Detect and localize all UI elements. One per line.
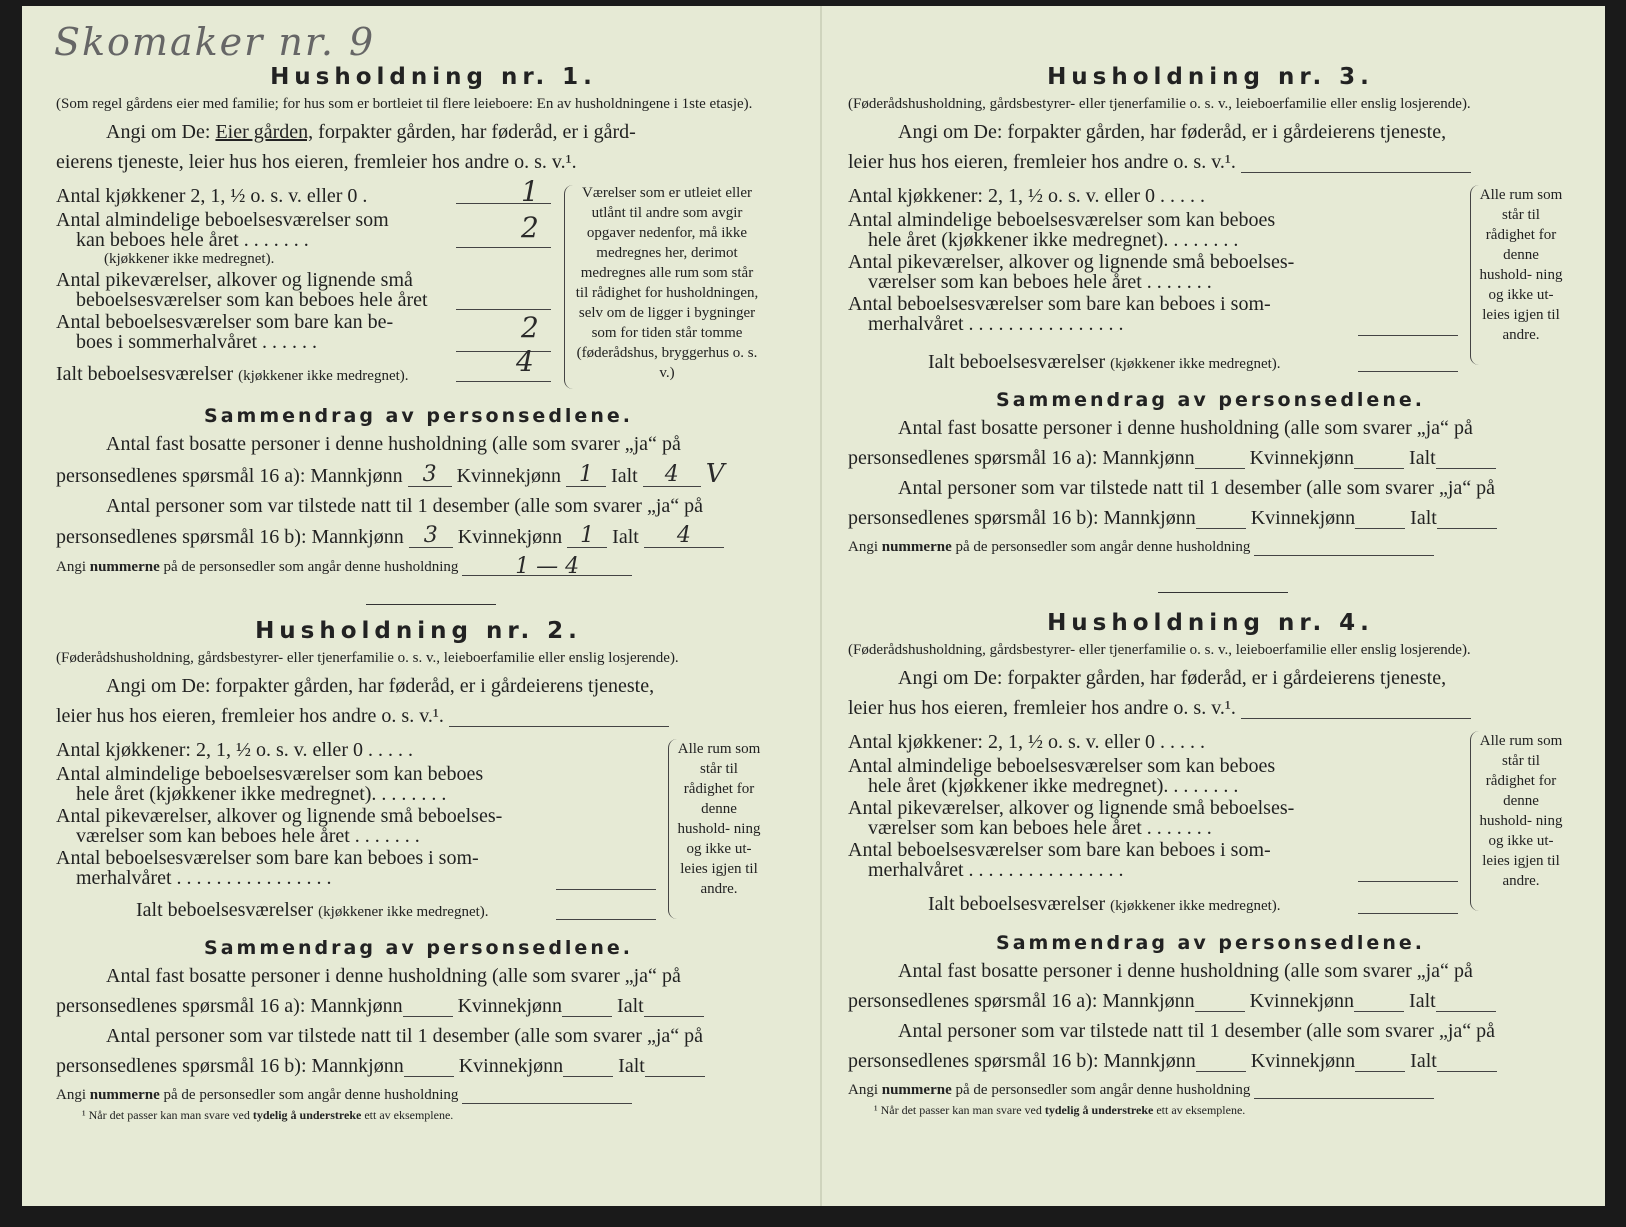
h3-nummer-line bbox=[848, 539, 1573, 556]
h3-pike-1: Antal pikeværelser, alkover og lignende små beboelses- bbox=[848, 251, 1295, 273]
household-2-side-note: Alle rum som står til rådighet for denne hushold- ning og ikke ut- leies igjen til andre. bbox=[677, 741, 761, 897]
h3-tilst-mann: personsedlenes spørsmål 16 b): Mannkjønn bbox=[848, 507, 1196, 529]
fast-mann-label: personsedlenes spørsmål 16 a): Mannkjønn bbox=[56, 465, 403, 487]
alm-label-1: Antal almindelige beboelsesværelser som bbox=[56, 209, 389, 231]
fast-ialt-value: 4 bbox=[643, 464, 701, 487]
fast-kvinne-value: 1 bbox=[566, 464, 606, 487]
h4-footnote bbox=[848, 1103, 1573, 1118]
h4-nummer-b: nummerne bbox=[881, 1082, 952, 1098]
separator-right bbox=[1158, 592, 1288, 593]
h4-fast-kvinne: Kvinnekjønn bbox=[1249, 990, 1355, 1012]
tilst-mann-label: personsedlenes spørsmål 16 b): Mannkjønn bbox=[56, 526, 404, 548]
h4-angi-text: leier hus hos eieren, fremleier hos andre o. s. v.¹. bbox=[848, 697, 1236, 719]
h2-tilst-ialt: Ialt bbox=[618, 1055, 645, 1077]
h4-ialt bbox=[928, 893, 1281, 915]
h2-alm-1: Antal almindelige beboelsesværelser som kan beboes bbox=[56, 763, 484, 785]
check-mark: V bbox=[705, 459, 725, 489]
h2-sammendrag-title: Sammendrag av personsedlene. bbox=[204, 937, 633, 959]
h4-angi-line2 bbox=[848, 697, 1573, 719]
tilst-mann-value: 3 bbox=[409, 525, 453, 548]
h3-sammendrag-title: Sammendrag av personsedlene. bbox=[996, 389, 1425, 411]
h3-tilst-ialt: Ialt bbox=[1410, 507, 1437, 529]
alm-label-3: (kjøkkener ikke medregnet). bbox=[104, 251, 275, 267]
right-page bbox=[848, 6, 1588, 1206]
h4-alm-1: Antal almindelige beboelsesværelser som kan beboes bbox=[848, 755, 1276, 777]
tilst-ialt-label: Ialt bbox=[612, 526, 639, 548]
h3-nummer-b: nummerne bbox=[881, 539, 952, 555]
h2-ialt bbox=[136, 899, 489, 921]
h4-tilst-mann: personsedlenes spørsmål 16 b): Mannkjønn bbox=[848, 1050, 1196, 1072]
household-3-title: Husholdning nr. 3. bbox=[1047, 64, 1374, 90]
separator bbox=[366, 604, 496, 605]
h2-tilst-kvinne: Kvinnekjønn bbox=[458, 1055, 564, 1077]
h1-tilst-line2 bbox=[56, 525, 781, 548]
household-3-note: (Føderådshusholdning, gårdsbestyrer- eller tjenerfamilie o. s. v., leieboerfamilie eller enslig losjerende). bbox=[848, 96, 1471, 112]
household-4-title: Husholdning nr. 4. bbox=[1047, 610, 1374, 636]
h3-nummer-c: på de personsedler som angår denne husholdning bbox=[955, 539, 1251, 555]
h1-fast-line2 bbox=[56, 459, 781, 489]
h3-fast-line2 bbox=[848, 447, 1573, 469]
footnote-b: tydelig å understreke bbox=[252, 1108, 362, 1122]
h3-alm-1: Antal almindelige beboelsesværelser som kan beboes bbox=[848, 209, 1276, 231]
h3-fast-line1: Antal fast bosatte personer i denne husholdning (alle som svarer „ja“ på bbox=[898, 417, 1473, 439]
h2-nummer-line bbox=[56, 1087, 781, 1104]
household-4-note: (Føderådshusholdning, gårdsbestyrer- eller tjenerfamilie o. s. v., leieboerfamilie eller enslig losjerende). bbox=[848, 642, 1471, 658]
household-2 bbox=[56, 618, 781, 1123]
nummer-label-b: nummerne bbox=[89, 559, 160, 575]
footnote-a: ¹ Når det passer kan man svare ved bbox=[82, 1108, 250, 1122]
alm-label-2: kan beboes hele året . . . . . . . bbox=[76, 229, 309, 251]
h4-footnote-b: tydelig å understreke bbox=[1044, 1103, 1154, 1117]
h1-nummer-line bbox=[56, 554, 781, 579]
h2-sommer-1: Antal beboelsesværelser som bare kan beboes i som- bbox=[56, 847, 479, 869]
h4-sommer-1: Antal beboelsesværelser som bare kan beboes i som- bbox=[848, 839, 1271, 861]
household-1-side-note: Værelser som er utleiet eller utlånt til andre som avgir opgaver nedenfor, må ikke medregnes her, derimot medregnes alle rum som står til rådighet for husholdningen, selv om de ligger i bygninger som for tiden står tomme (føderådshus, bryggerhus o. s. v.) bbox=[575, 185, 759, 381]
h2-ialt-text: Ialt beboelsesværelser bbox=[136, 899, 314, 921]
sommer-value: 2 bbox=[521, 311, 539, 344]
h3-ialt bbox=[928, 351, 1281, 373]
nummer-label-a: Angi bbox=[56, 559, 86, 575]
angi-options: forpakter gården, har føderåd, er i gård- bbox=[318, 121, 636, 143]
tilst-kvinne-label: Kvinnekjønn bbox=[457, 526, 563, 548]
h3-tilst-line1: Antal personer som var tilstede natt til 1 desember (alle som svarer „ja“ på bbox=[898, 477, 1496, 499]
h4-angi-line1: Angi om De: forpakter gården, har føderåd, er i gårdeierens tjeneste, bbox=[898, 667, 1447, 689]
h1-sammendrag-title: Sammendrag av personsedlene. bbox=[204, 405, 633, 427]
page-fold bbox=[820, 6, 822, 1206]
ialt-text: Ialt beboelsesværelser bbox=[56, 363, 234, 385]
household-1-title: Husholdning nr. 1. bbox=[270, 64, 597, 90]
ialt-value: 4 bbox=[516, 345, 534, 378]
h3-sommer-2: merhalvåret . . . . . . . . . . . . . . . . bbox=[868, 313, 1124, 335]
h3-fast-ialt: Ialt bbox=[1409, 447, 1436, 469]
h4-footnote-c: ett av eksemplene. bbox=[1156, 1103, 1246, 1117]
h2-angi-line1: Angi om De: forpakter gården, har føderåd, er i gårdeierens tjeneste, bbox=[106, 675, 655, 697]
h3-ialt-note: (kjøkkener ikke medregnet). bbox=[1110, 356, 1281, 372]
h4-tilst-kvinne: Kvinnekjønn bbox=[1250, 1050, 1356, 1072]
h2-alm-2: hele året (kjøkkener ikke medregnet). . . . . . . . bbox=[76, 783, 447, 805]
h4-fast-ialt: Ialt bbox=[1409, 990, 1436, 1012]
h4-nummer-line bbox=[848, 1082, 1573, 1099]
angi-label: Angi om De: bbox=[106, 121, 211, 143]
h2-sommer-2: merhalvåret . . . . . . . . . . . . . . . . bbox=[76, 867, 332, 889]
h4-fast-line1: Antal fast bosatte personer i denne husholdning (alle som svarer „ja“ på bbox=[898, 960, 1473, 982]
h4-nummer-a: Angi bbox=[848, 1082, 878, 1098]
pike-label-2: beboelsesværelser som kan beboes hele året bbox=[76, 289, 428, 311]
angi-options-cont: eierens tjeneste, leier hus hos eieren, fremleier hos andre o. s. v.¹. bbox=[56, 151, 577, 173]
margin-note: Skomaker nr. 9 bbox=[54, 20, 376, 64]
h4-kjokkener: Antal kjøkkener: 2, 1, ½ o. s. v. eller 0 . . . . . bbox=[848, 731, 1205, 753]
fast-mann-value: 3 bbox=[408, 464, 452, 487]
h3-tilst-kvinne: Kvinnekjønn bbox=[1250, 507, 1356, 529]
h3-sommer-1: Antal beboelsesværelser som bare kan beboes i som- bbox=[848, 293, 1271, 315]
left-page bbox=[56, 6, 796, 1206]
h1-tilst-line1: Antal personer som var tilstede natt til 1 desember (alle som svarer „ja“ på bbox=[106, 495, 704, 517]
household-4-side-note: Alle rum som står til rådighet for denne hushold- ning og ikke ut- leies igjen til andre. bbox=[1479, 733, 1563, 889]
h2-fast-ialt: Ialt bbox=[617, 995, 644, 1017]
h3-alm-2: hele året (kjøkkener ikke medregnet). . . . . . . . bbox=[868, 229, 1239, 251]
h2-tilst-line2 bbox=[56, 1055, 781, 1077]
h2-fast-mann: personsedlenes spørsmål 16 a): Mannkjønn bbox=[56, 995, 403, 1017]
ialt-label bbox=[56, 363, 409, 385]
footnote-c: ett av eksemplene. bbox=[364, 1108, 454, 1122]
h2-tilst-mann: personsedlenes spørsmål 16 b): Mannkjønn bbox=[56, 1055, 404, 1077]
h3-fast-kvinne: Kvinnekjønn bbox=[1249, 447, 1355, 469]
h4-pike-1: Antal pikeværelser, alkover og lignende små beboelses- bbox=[848, 797, 1295, 819]
h1-fast-line1: Antal fast bosatte personer i denne husholdning (alle som svarer „ja“ på bbox=[106, 433, 681, 455]
h4-ialt-text: Ialt beboelsesværelser bbox=[928, 893, 1106, 915]
sommer-label-1: Antal beboelsesværelser som bare kan be- bbox=[56, 311, 394, 333]
h2-fast-line2 bbox=[56, 995, 781, 1017]
household-2-note: (Føderådshusholdning, gårdsbestyrer- eller tjenerfamilie o. s. v., leieboerfamilie eller enslig losjerende). bbox=[56, 650, 679, 666]
h3-nummer-a: Angi bbox=[848, 539, 878, 555]
ialt-note: (kjøkkener ikke medregnet). bbox=[238, 368, 409, 384]
h3-ialt-text: Ialt beboelsesværelser bbox=[928, 351, 1106, 373]
kjokkener-label: Antal kjøkkener 2, 1, ½ o. s. v. eller 0 . bbox=[56, 185, 368, 207]
h2-nummer-a: Angi bbox=[56, 1087, 86, 1103]
h2-footnote bbox=[56, 1108, 781, 1123]
household-2-title: Husholdning nr. 2. bbox=[255, 618, 582, 644]
h4-sammendrag-title: Sammendrag av personsedlene. bbox=[996, 932, 1425, 954]
h2-nummer-b: nummerne bbox=[89, 1087, 160, 1103]
h4-alm-2: hele året (kjøkkener ikke medregnet). . . . . . . . bbox=[868, 775, 1239, 797]
h4-pike-2: værelser som kan beboes hele året . . . . . . . bbox=[868, 817, 1212, 839]
fast-kvinne-label: Kvinnekjønn bbox=[456, 465, 562, 487]
household-1 bbox=[56, 64, 781, 579]
h4-fast-line2 bbox=[848, 990, 1573, 1012]
alm-value: 2 bbox=[521, 211, 539, 244]
h4-fast-mann: personsedlenes spørsmål 16 a): Mannkjønn bbox=[848, 990, 1195, 1012]
tilst-ialt-value: 4 bbox=[644, 525, 724, 548]
household-1-note: (Som regel gårdens eier med familie; for hus som er bortleiet til flere leieboere: En av husholdningene i 1ste etasje). bbox=[56, 96, 753, 112]
h4-tilst-line2 bbox=[848, 1050, 1573, 1072]
h4-footnote-a: ¹ Når det passer kan man svare ved bbox=[874, 1103, 1042, 1117]
household-3-side-note: Alle rum som står til rådighet for denne hushold- ning og ikke ut- leies igjen til andre. bbox=[1479, 187, 1563, 343]
kjokkener-value: 1 bbox=[521, 175, 539, 208]
h2-ialt-note: (kjøkkener ikke medregnet). bbox=[318, 904, 489, 920]
h4-sommer-2: merhalvåret . . . . . . . . . . . . . . . . bbox=[868, 859, 1124, 881]
h4-tilst-ialt: Ialt bbox=[1410, 1050, 1437, 1072]
h2-fast-line1: Antal fast bosatte personer i denne husholdning (alle som svarer „ja“ på bbox=[106, 965, 681, 987]
pike-label-1: Antal pikeværelser, alkover og lignende små bbox=[56, 269, 413, 291]
h2-angi-text: leier hus hos eieren, fremleier hos andre o. s. v.¹. bbox=[56, 705, 444, 727]
nummer-label-c: på de personsedler som angår denne husholdning bbox=[163, 559, 459, 575]
census-form-sheet bbox=[22, 6, 1605, 1206]
h3-angi-text: leier hus hos eieren, fremleier hos andre o. s. v.¹. bbox=[848, 151, 1236, 173]
nummer-value: 1 — 4 bbox=[462, 558, 632, 576]
h2-fast-kvinne: Kvinnekjønn bbox=[457, 995, 563, 1017]
h4-ialt-note: (kjøkkener ikke medregnet). bbox=[1110, 898, 1281, 914]
h3-angi-line1: Angi om De: forpakter gården, har føderåd, er i gårdeierens tjeneste, bbox=[898, 121, 1447, 143]
h3-angi-line2 bbox=[848, 151, 1573, 173]
tilst-kvinne-value: 1 bbox=[567, 525, 607, 548]
h2-pike-1: Antal pikeværelser, alkover og lignende små beboelses- bbox=[56, 805, 503, 827]
h2-tilst-line1: Antal personer som var tilstede natt til 1 desember (alle som svarer „ja“ på bbox=[106, 1025, 704, 1047]
angi-eier-answer: Eier gården, bbox=[215, 121, 314, 143]
fast-ialt-label: Ialt bbox=[611, 465, 638, 487]
household-4 bbox=[848, 610, 1573, 1118]
h2-angi-line2 bbox=[56, 705, 781, 727]
h3-tilst-line2 bbox=[848, 507, 1573, 529]
h3-pike-2: værelser som kan beboes hele året . . . . . . . bbox=[868, 271, 1212, 293]
h2-nummer-c: på de personsedler som angår denne husholdning bbox=[163, 1087, 459, 1103]
h2-pike-2: værelser som kan beboes hele året . . . . . . . bbox=[76, 825, 420, 847]
household-3 bbox=[848, 64, 1573, 556]
h3-kjokkener: Antal kjøkkener: 2, 1, ½ o. s. v. eller 0 . . . . . bbox=[848, 185, 1205, 207]
sommer-label-2: boes i sommerhalvåret . . . . . . bbox=[76, 331, 318, 353]
h4-tilst-line1: Antal personer som var tilstede natt til 1 desember (alle som svarer „ja“ på bbox=[898, 1020, 1496, 1042]
h3-fast-mann: personsedlenes spørsmål 16 a): Mannkjønn bbox=[848, 447, 1195, 469]
h2-kjokkener: Antal kjøkkener: 2, 1, ½ o. s. v. eller 0 . . . . . bbox=[56, 739, 413, 761]
h4-nummer-c: på de personsedler som angår denne husholdning bbox=[955, 1082, 1251, 1098]
